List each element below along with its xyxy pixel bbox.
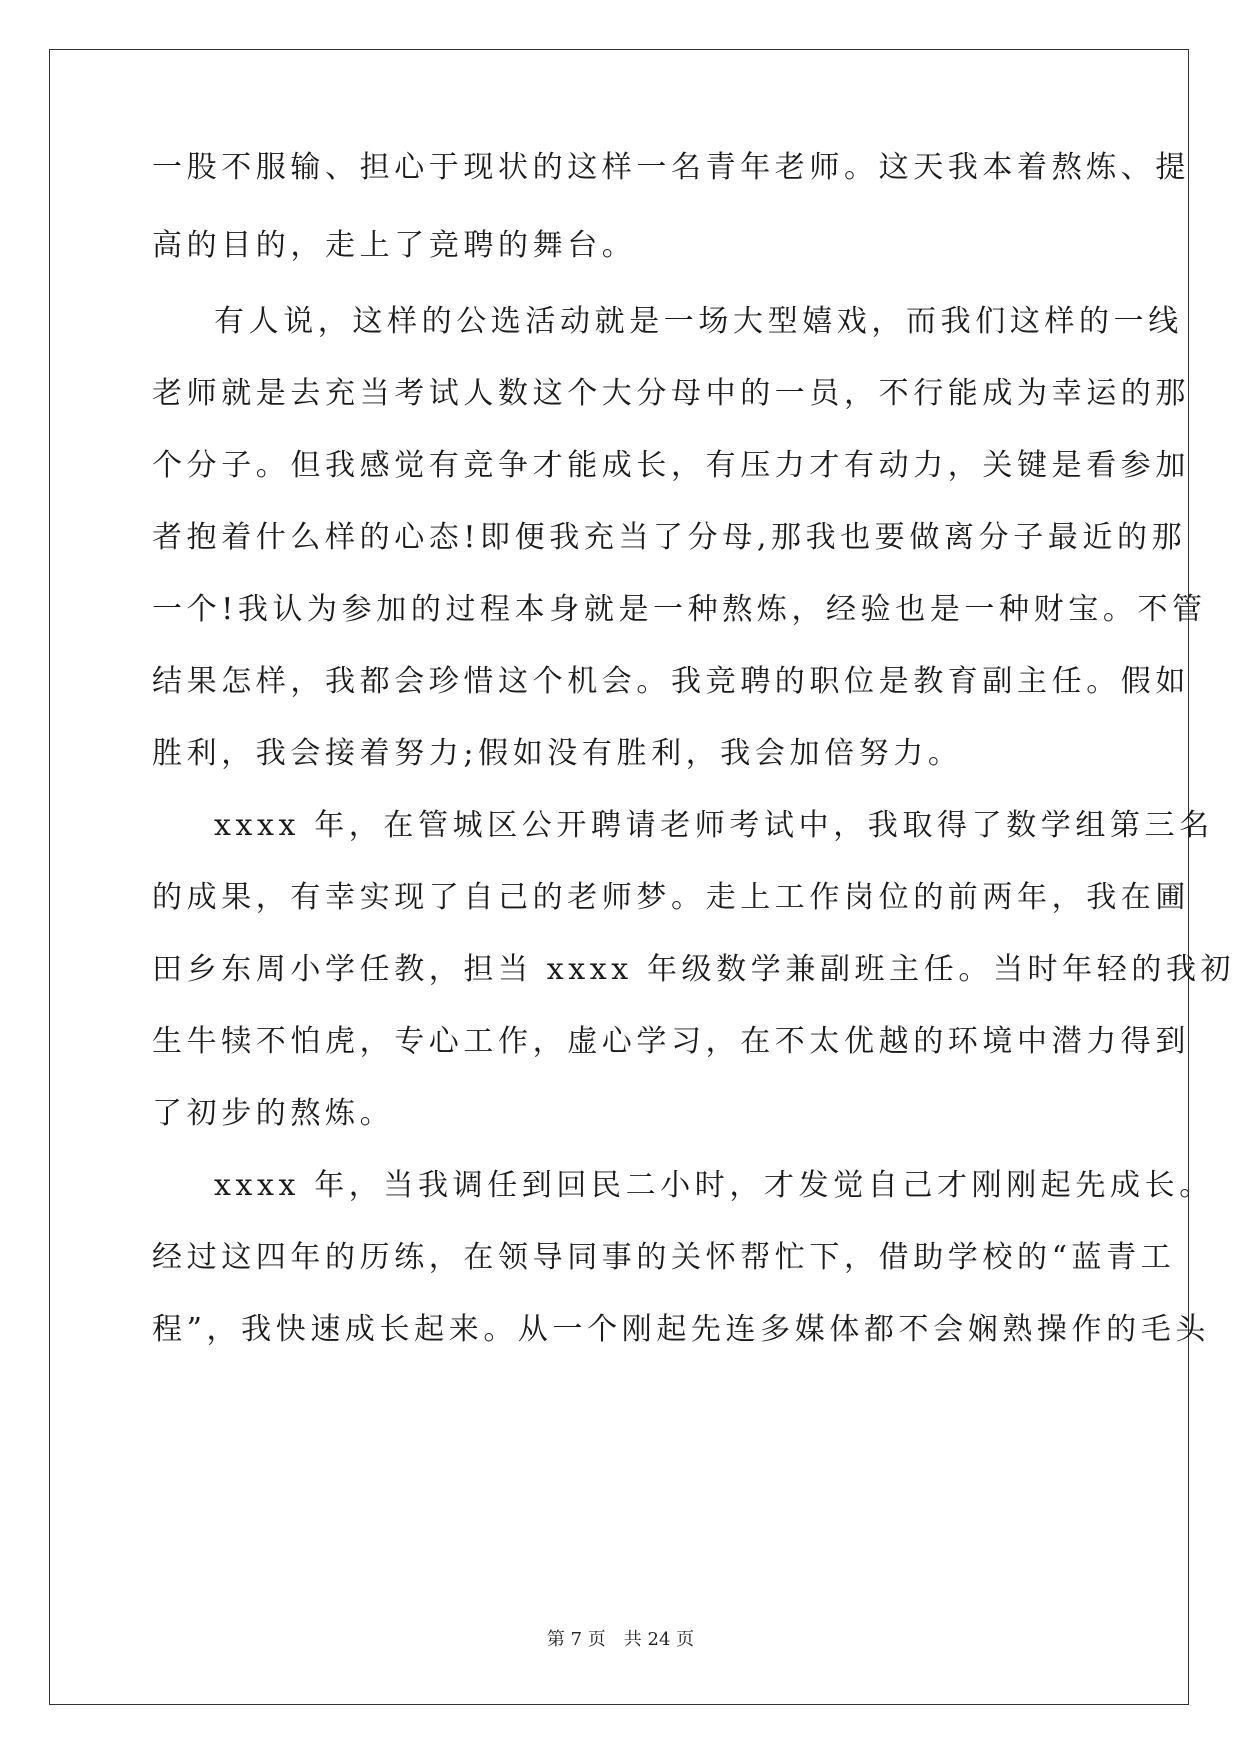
page-border bbox=[49, 49, 1189, 1705]
body-text-line: 个分子。但我感觉有竞争才能成长，有压力才有动力，关键是看参加 bbox=[152, 448, 1190, 483]
paragraph-start-line: xxxx 年，当我调任到回民二小时，才发觉自己才刚刚起先成长。 bbox=[214, 1168, 1214, 1203]
body-text-line: 程”，我快速成长起来。从一个刚起先连多媒体都不会娴熟操作的毛头 bbox=[152, 1312, 1210, 1347]
body-text-line: 高的目的，走上了竞聘的舞台。 bbox=[152, 228, 637, 263]
body-text-line: 老师就是去充当考试人数这个大分母中的一员，不行能成为幸运的那 bbox=[152, 376, 1190, 411]
body-text-line: 了初步的熬炼。 bbox=[152, 1096, 395, 1131]
page-number-label: 第 7 页 共 24 页 bbox=[546, 1629, 695, 1650]
body-text-line: 胜利，我会接着努力;假如没有胜利，我会加倍努力。 bbox=[152, 736, 963, 771]
body-text-line: 结果怎样，我都会珍惜这个机会。我竞聘的职位是教育副主任。假如 bbox=[152, 664, 1190, 699]
paragraph-start-line: xxxx 年，在管城区公开聘请老师考试中，我取得了数学组第三名 bbox=[214, 808, 1214, 843]
body-text-line: 一个!我认为参加的过程本身就是一种熬炼，经验也是一种财宝。不管 bbox=[152, 592, 1207, 627]
page-footer bbox=[0, 1628, 1241, 1652]
body-text-line: 的成果，有幸实现了自己的老师梦。走上工作岗位的前两年，我在圃 bbox=[152, 880, 1190, 915]
body-text-line: 者抱着什么样的心态!即便我充当了分母,那我也要做离分子最近的那 bbox=[152, 520, 1187, 555]
body-text-line: 经过这四年的历练，在领导同事的关怀帮忙下，借助学校的“蓝青工 bbox=[152, 1240, 1176, 1275]
paragraph-start-line: 有人说，这样的公选活动就是一场大型嬉戏，而我们这样的一线 bbox=[214, 304, 1183, 339]
body-text-line: 田乡东周小学任教，担当 xxxx 年级数学兼副班主任。当时年轻的我初 bbox=[152, 952, 1236, 987]
body-text-line: 一股不服输、担心于现状的这样一名青年老师。这天我本着熬炼、提 bbox=[152, 150, 1190, 185]
body-text-line: 生牛犊不怕虎，专心工作，虚心学习，在不太优越的环境中潜力得到 bbox=[152, 1024, 1190, 1059]
